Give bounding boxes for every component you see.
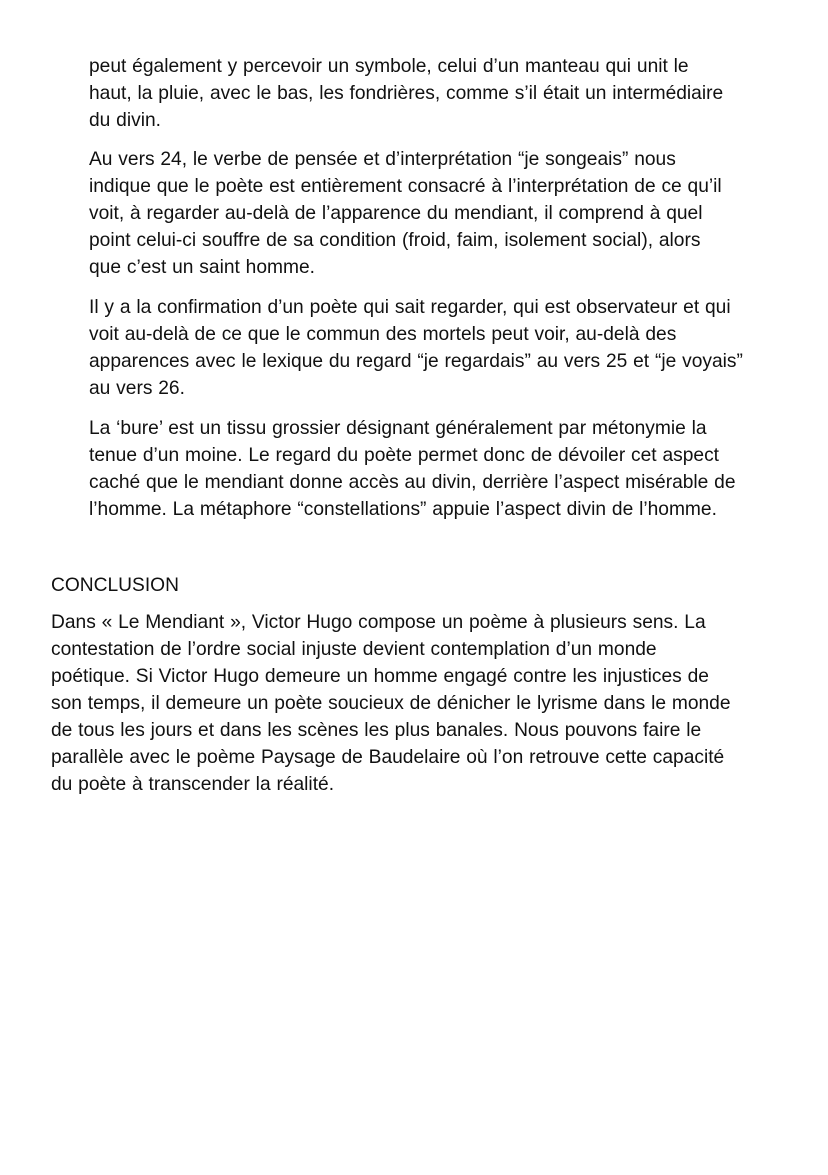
text-line: l’homme. La métaphore “constellations” appuie l’aspect divin de l’homme. — [89, 499, 717, 520]
paragraph-vers-24 — [89, 146, 789, 281]
text-line: poétique. Si Victor Hugo demeure un homme engagé contre les injustices de — [51, 666, 709, 687]
text-line: Dans « Le Mendiant », Victor Hugo compose un poème à plusieurs sens. La — [51, 612, 706, 633]
text-line: haut, la pluie, avec le bas, les fondrières, comme s’il était un intermédiaire — [89, 83, 724, 104]
heading-text: CONCLUSION — [51, 575, 179, 596]
text-line: indique que le poète est entièrement consacré à l’interprétation de ce qu’il — [89, 176, 722, 197]
text-line: Il y a la confirmation d’un poète qui sait regarder, qui est observateur et qui — [89, 297, 731, 318]
text-line: peut également y percevoir un symbole, celui d’un manteau qui unit le — [89, 56, 689, 77]
text-line: caché que le mendiant donne accès au divin, derrière l’aspect misérable de — [89, 472, 736, 493]
paragraph-poete-observateur — [89, 294, 789, 402]
paragraph-bure — [89, 415, 789, 523]
text-line: La ‘bure’ est un tissu grossier désignant généralement par métonymie la — [89, 418, 707, 439]
paragraph-conclusion — [51, 609, 781, 798]
text-line: voit au-delà de ce que le commun des mortels peut voir, au-delà des — [89, 324, 677, 345]
text-line: que c’est un saint homme. — [89, 257, 315, 278]
text-line: apparences avec le lexique du regard “je regardais” au vers 25 et “je voyais” — [89, 351, 743, 372]
text-line: de tous les jours et dans les scènes les plus banales. Nous pouvons faire le — [51, 720, 702, 741]
paragraph-manteau-symbole — [89, 53, 789, 134]
text-line: contestation de l’ordre social injuste devient contemplation d’un monde — [51, 639, 657, 660]
text-line: voit, à regarder au-delà de l’apparence du mendiant, il comprend à quel — [89, 203, 703, 224]
text-line: du divin. — [89, 110, 161, 131]
text-line: Au vers 24, le verbe de pensée et d’interprétation “je songeais” nous — [89, 149, 676, 170]
conclusion-heading — [51, 572, 781, 599]
text-line: du poète à transcender la réalité. — [51, 774, 335, 795]
text-line: point celui-ci souffre de sa condition (froid, faim, isolement social), alors — [89, 230, 701, 251]
text-line: parallèle avec le poème Paysage de Baudelaire où l’on retrouve cette capacité — [51, 747, 725, 768]
text-line: tenue d’un moine. Le regard du poète permet donc de dévoiler cet aspect — [89, 445, 720, 466]
text-line: son temps, il demeure un poète soucieux de dénicher le lyrisme dans le monde — [51, 693, 731, 714]
text-line: au vers 26. — [89, 378, 185, 399]
